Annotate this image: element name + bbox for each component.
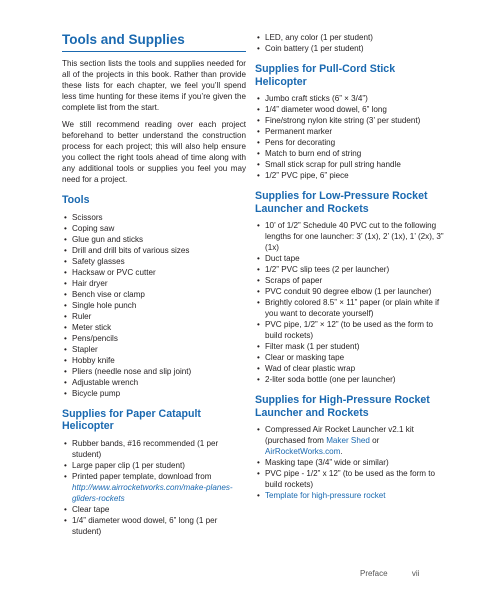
list-item: • Safety glasses <box>62 256 246 267</box>
list-item: • Fine/strong nylon kite string (3’ per student) <box>255 115 445 126</box>
list-item: • PVC pipe - 1/2” x 12” (to be used as the form to build rockets) <box>255 468 445 490</box>
list-item: • Jumbo craft sticks (6” × 3/4”) <box>255 93 445 104</box>
list-item <box>255 424 445 457</box>
list-item: • 1/2” PVC slip tees (2 per launcher) <box>255 264 445 275</box>
high-pressure-heading: Supplies for High-Pressure Rocket Launcher and Rockets <box>255 394 430 419</box>
list-item: • Small stick scrap for pull string handle <box>255 159 445 170</box>
pull-cord-heading: Supplies for Pull-Cord Stick Helicopter <box>255 63 396 88</box>
list-item: • LED, any color (1 per student) <box>255 32 445 43</box>
list-item: • Wad of clear plastic wrap <box>255 363 445 374</box>
list-item: • Single hole punch <box>62 300 246 311</box>
list-item: • PVC pipe, 1/2” × 12” (to be used as the form to build rockets) <box>255 319 445 341</box>
list-item: • 1/4” diameter wood dowel, 6” long <box>255 104 445 115</box>
intro-paragraph-2: We still recommend reading over each project beforehand to better understand the construction process for each project; this will also help ensure you collect the right tools ahead of time along with any additional tools or supplies you feel you may need for a project. <box>62 120 246 184</box>
list-item: • Match to burn end of string <box>255 148 445 159</box>
list-item: • Stapler <box>62 344 246 355</box>
continued-list <box>255 32 445 54</box>
list-item: • Meter stick <box>62 322 246 333</box>
list-item: • Duct tape <box>255 253 445 264</box>
list-item-text: or <box>369 436 380 445</box>
paper-catapult-list <box>62 438 246 537</box>
list-item: • 1/2” PVC pipe, 6” piece <box>255 170 445 181</box>
right-column <box>255 32 445 501</box>
list-item: • Hacksaw or PVC cutter <box>62 267 246 278</box>
pull-cord-list <box>255 93 445 181</box>
list-item: • Clear or masking tape <box>255 352 445 363</box>
footer-section: Preface <box>360 569 388 578</box>
list-item: • Hobby knife <box>62 355 246 366</box>
page-footer <box>360 569 419 578</box>
list-item: • Scraps of paper <box>255 275 445 286</box>
tools-heading: Tools <box>62 194 90 206</box>
list-item: • Masking tape (3/4” wide or similar) <box>255 457 445 468</box>
list-item: • 10’ of 1/2” Schedule 40 PVC cut to the following lengths for one launcher: 3’ (1x), 2’ (1x), 1’ (2x), 3” (1x) <box>255 220 445 253</box>
page-number: vii <box>411 569 420 578</box>
list-item: • Pliers (needle nose and slip joint) <box>62 366 246 377</box>
list-item: • Scissors <box>62 212 246 223</box>
list-item: • Filter mask (1 per student) <box>255 341 445 352</box>
list-item: • Pens/pencils <box>62 333 246 344</box>
low-pressure-heading: Supplies for Low-Pressure Rocket Launcher and Rockets <box>255 190 428 215</box>
airrocketworks-link[interactable]: AirRocketWorks.com <box>265 447 341 456</box>
list-item: • Glue gun and sticks <box>62 234 246 245</box>
rocket-template-link[interactable]: Template for high-pressure rocket <box>265 491 386 500</box>
list-item <box>62 471 246 504</box>
list-item-text: Compressed Air Rocket Launcher v2.1 kit (purchased from <box>265 425 414 445</box>
intro-paragraph-1: This section lists the tools and supplies needed for all of the projects in this book. Rather than provide these lists for each chapter, we feel you’ll spend less time hunting for these items if you’re given the complete list from the start. <box>62 59 246 112</box>
list-item: • Coin battery (1 per student) <box>255 43 445 54</box>
list-item: • Hair dryer <box>62 278 246 289</box>
list-item: • Permanent marker <box>255 126 445 137</box>
low-pressure-list <box>255 220 445 385</box>
list-item: • Large paper clip (1 per student) <box>62 460 246 471</box>
list-item-text: Printed paper template, download from <box>72 471 212 481</box>
list-item: • Coping saw <box>62 223 246 234</box>
list-item-text: . <box>340 447 343 456</box>
list-item: • 1/4” diameter wood dowel, 6” long (1 per student) <box>62 515 246 537</box>
list-item: • Drill and drill bits of various sizes <box>62 245 246 256</box>
list-item: • Pens for decorating <box>255 137 445 148</box>
list-item: • Ruler <box>62 311 246 322</box>
tools-list <box>62 212 246 399</box>
list-item: • Bench vise or clamp <box>62 289 246 300</box>
list-item: • Brightly colored 8.5” × 11” paper (or plain white if you want to decorate yourself) <box>255 297 445 319</box>
high-pressure-list <box>255 424 445 501</box>
template-download-link[interactable]: http://www.airrocketworks.com/make-planes-gliders-rockets <box>72 482 233 503</box>
list-item: • Rubber bands, #16 recommended (1 per student) <box>62 438 246 460</box>
list-item: • Bicycle pump <box>62 388 246 399</box>
list-item: • Adjustable wrench <box>62 377 246 388</box>
list-item <box>255 490 445 501</box>
list-item: • 2-liter soda bottle (one per launcher) <box>255 374 445 385</box>
maker-shed-link[interactable]: Maker Shed <box>326 436 370 445</box>
page-title: Tools and Supplies <box>62 32 246 52</box>
paper-catapult-heading: Supplies for Paper Catapult Helicopter <box>62 407 201 432</box>
list-item: • Clear tape <box>62 504 246 515</box>
left-column <box>62 32 246 537</box>
list-item: • PVC conduit 90 degree elbow (1 per launcher) <box>255 286 445 297</box>
